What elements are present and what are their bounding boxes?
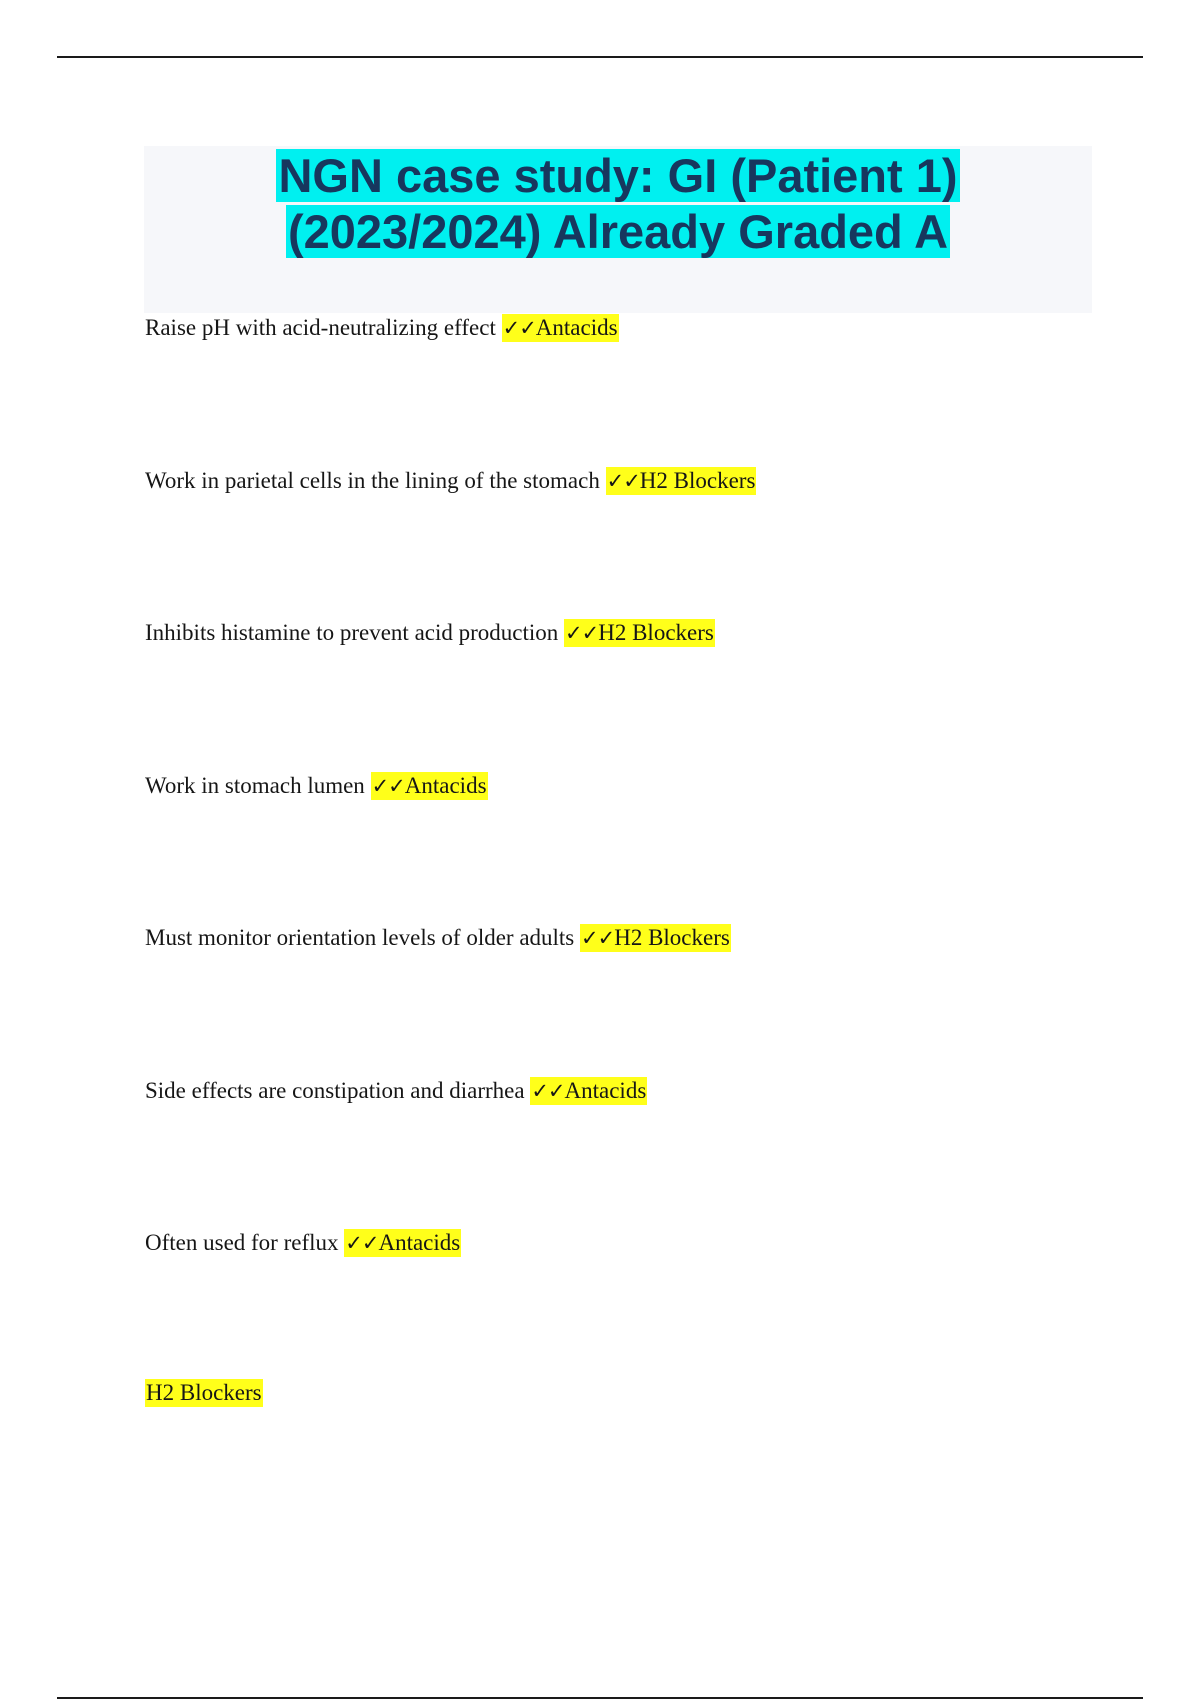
double-check-icon: ✓✓ [565, 621, 599, 645]
qa-item-2 [145, 466, 756, 496]
trailing-answer [145, 1378, 263, 1408]
question-text: Work in stomach lumen [145, 773, 365, 798]
question-text: Inhibits histamine to prevent acid production [145, 620, 559, 645]
answer-highlight [564, 619, 715, 647]
answer-highlight [371, 772, 488, 800]
question-text: Often used for reflux [145, 1230, 339, 1255]
answer-highlight [502, 314, 619, 342]
answer-text: Antacids [564, 1078, 647, 1103]
title-line-2: (2023/2024) Already Graded A [287, 205, 949, 258]
answer-highlight [580, 924, 731, 952]
answer-text: Antacids [378, 1230, 461, 1255]
document-title [144, 148, 1092, 260]
question-text: Side effects are constipation and diarrhea [145, 1078, 525, 1103]
question-text: Work in parietal cells in the lining of the stomach [145, 468, 600, 493]
qa-item-1 [145, 313, 619, 343]
top-rule [57, 56, 1143, 58]
qa-item-7 [145, 1228, 461, 1258]
answer-highlight [344, 1229, 461, 1257]
answer-text: H2 Blockers [639, 468, 756, 493]
double-check-icon: ✓✓ [531, 1079, 565, 1103]
title-line-1: NGN case study: GI (Patient 1) [278, 149, 958, 202]
double-check-icon: ✓✓ [502, 316, 536, 340]
qa-item-3 [145, 618, 715, 648]
qa-item-5 [145, 923, 731, 953]
answer-highlight: H2 Blockers [146, 1380, 262, 1405]
answer-highlight [606, 467, 757, 495]
qa-item-6 [145, 1076, 647, 1106]
bottom-rule [57, 1697, 1143, 1699]
answer-text: Antacids [535, 315, 618, 340]
answer-text: Antacids [404, 773, 487, 798]
question-text: Raise pH with acid-neutralizing effect [145, 315, 496, 340]
answer-text: H2 Blockers [614, 925, 730, 950]
question-text: Must monitor orientation levels of older adults [145, 925, 575, 950]
answer-text: H2 Blockers [598, 620, 714, 645]
qa-item-4 [145, 771, 488, 801]
answer-highlight [530, 1077, 647, 1105]
double-check-icon: ✓✓ [581, 926, 615, 950]
double-check-icon: ✓✓ [606, 469, 640, 493]
double-check-icon: ✓✓ [345, 1231, 379, 1255]
double-check-icon: ✓✓ [371, 774, 405, 798]
